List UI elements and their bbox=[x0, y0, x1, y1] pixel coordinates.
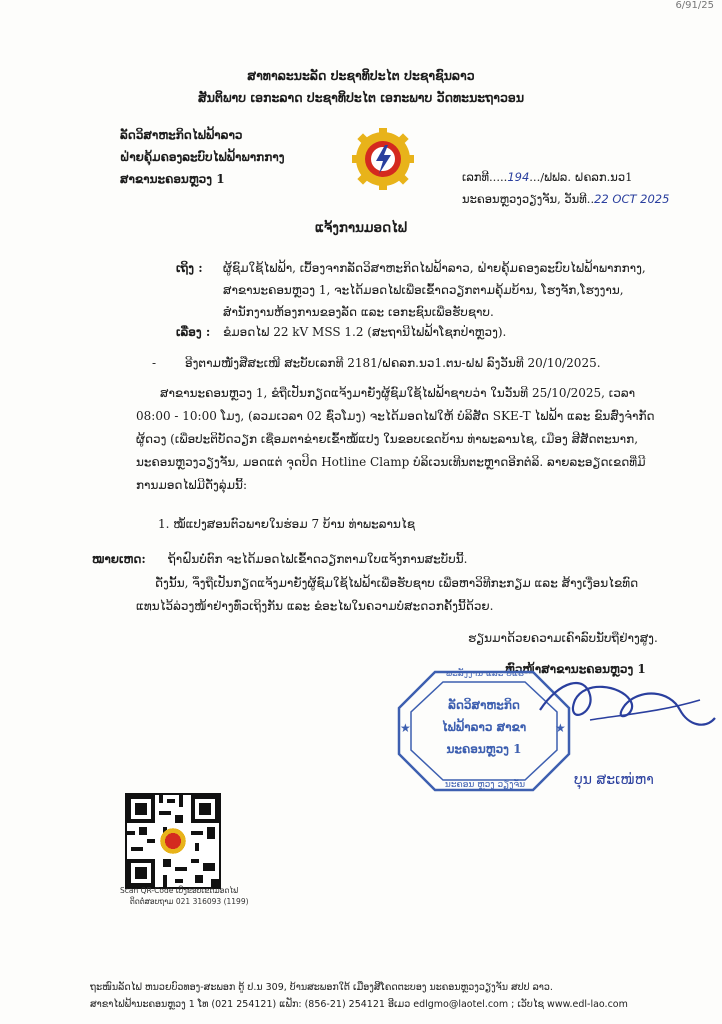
ref-label: ເລກທີ bbox=[462, 170, 490, 184]
signatory-name: ບຸນ ສະເໜ່ຫາ bbox=[574, 772, 654, 788]
qr-caption-1: Scan QR-Code ເບິ່ງຂອບເຂດມອດໄຟ bbox=[120, 886, 239, 895]
to-line3: ສຳນັກງານຫ້ອງການຂອງລັດ ແລະ ເອກະຊົນເພື່ອຮັບຊາບ. bbox=[223, 305, 494, 319]
svg-text:★: ★ bbox=[400, 721, 411, 735]
body-line: 08:00 - 10:00 ໂມງ, (ລວມເວລາ 02 ຊົ່ວໂມງ) ຈະໄດ້ມອດໄຟໃຫ້ ບໍລິສັດ SKE-T ໄຟຟ້າ ແລະ ຂົນສົ່ງຈຳກັດ bbox=[136, 409, 655, 423]
subject-text: ຂໍມອດໄຟ 22 kV MSS 1.2 (ສະຖານີໄຟຟ້າໂຊກປ່າຫຼວງ). bbox=[223, 325, 507, 339]
body-line: ສາຂານະຄອນຫຼວງ 1, ຂໍຖືເປັນກຽດແຈ້ງມາຍັງຜູ້ຊົມໃຊ້ໄຟຟ້າຊາບວ່າ ໃນວັນທີ 25/10/2025, ເວລາ bbox=[160, 386, 636, 400]
ref-suffix: /ຟຟລ. ຝຄລກ.ນວ1 bbox=[540, 170, 633, 184]
qr-code-icon[interactable] bbox=[125, 793, 221, 889]
org-division: ຝ່າຍຄຸ້ມຄອງລະບົບໄຟຟ້າພາກກາງ bbox=[120, 150, 285, 164]
closing-line: ດັ່ງນັ້ນ, ຈຶ່ງຖືເປັນກຽດແຈ້ງມາຍັງຜູ້ຊົມໃຊ້ໄຟຟ້າເພື່ອຮັບຊາບ ເພື່ອຫາວິທີກະກຽມ ແລະ ສ້າງເງື່ອນໄຂທົດ bbox=[155, 576, 639, 590]
to-line2: ສາຂານະຄອນຫຼວງ 1, ຈະໄດ້ມອດໄຟເພື່ອເຂົ້າດວຽກຕາມຄຸ້ມບ້ານ, ໂຮງຈັກ,ໂຮງງານ, bbox=[223, 283, 624, 297]
to-line1: ຜູ້ຊົມໃຊ້ໄຟຟ້າ, ເບື້ອງຈາກລັດວິສາຫະກິດໄຟຟ້າລາວ, ຝ່າຍຄຸ້ມຄອງລະບົບໄຟຟ້າພາກກາງ, bbox=[223, 261, 646, 275]
list-item: 1. ໝໍ້ແປງສອນຕົວພາຍໃນຮ່ອມ 7 ບ້ານ ທ່າພະລານໄຊ bbox=[158, 517, 416, 531]
handwritten-signature bbox=[530, 670, 720, 754]
svg-text:★: ★ bbox=[555, 721, 566, 735]
body-line: ການມອດໄຟມີດັ່ງລຸ່ມນີ້: bbox=[136, 478, 247, 492]
closing-line: ແທນໄວ້ລ່ວງໜ້າຢ່າງທົ່ວເຖິງກັນ ແລະ ຂໍອະໄພໃນຄວາມບໍ່ສະດວກຄັ້ງນີ້ດ້ວຍ. bbox=[136, 599, 494, 613]
subject-label: ເລື່ອງ : bbox=[176, 325, 211, 339]
signatory-title: ຫົວໜ້າສາຂານະຄອນຫຼວງ 1 bbox=[505, 662, 646, 676]
note-text: ຖ້າຝົນບໍ່ຕົກ ຈະໄດ້ມອດໄຟເຂົ້າດວຽກຕາມໃບແຈ້ງການສະບັບນີ້. bbox=[168, 552, 468, 566]
corner-mark: 6/91/25 bbox=[675, 0, 714, 11]
qr-caption-2: ຕິດຕໍ່ສອບຖາມ 021 316093 (1199) bbox=[130, 897, 249, 906]
footer-address: ຖະໜົນລັດໄຟ ຫນວຍບົວທອງ-ສະພອກ ຕູ້ ປ.ນ 309, ບ້ານສະພອກໃຕ້ ເມືອງສີໂຄດຕະບອງ ນະຄອນຫຼວງວຽງຈັນ ສປປ ລາວ. bbox=[90, 982, 553, 993]
edl-logo-icon bbox=[352, 128, 414, 190]
respect-line: ຮຽນມາດ້ວຍຄວາມເຄົາລົບນັບຖືຢ່າງສູງ. bbox=[468, 631, 658, 645]
national-header-line2: ສັນຕິພາບ ເອກະລາດ ປະຊາທິປະໄຕ ເອກະພາບ ວັດທະນະຖາວອນ bbox=[197, 90, 525, 105]
ref-number-line: ເລກທີ.....194.../ຟຟລ. ຝຄລກ.ນວ1 bbox=[462, 170, 633, 184]
footer-contact: ສາຂາໄຟຟ້ານະຄອນຫຼວງ 1 ໂທ (021 254121) ແຟັກ: (856-21) 254121 ອີເມວ edlgmo@laotel.com ; ເວັບໄຊ www.edl-lao.com bbox=[90, 999, 628, 1010]
notice-title: ແຈ້ງການມອດໄຟ bbox=[314, 220, 408, 236]
stamp-top-text: ພະລັງງານ ແລະ ບໍ່ແຮ່ bbox=[445, 669, 525, 679]
org-name: ລັດວິສາຫະກິດໄຟຟ້າລາວ bbox=[120, 128, 243, 142]
issue-date: 22 OCT 2025 bbox=[594, 192, 670, 206]
national-header-line1: ສາທາລະນະລັດ ປະຊາທິປະໄຕ ປະຊາຊົນລາວ bbox=[247, 68, 475, 83]
stamp-text-3: ນະຄອນຫຼວງ 1 bbox=[446, 742, 522, 756]
body-line: ນະຄອນຫຼວງວຽງຈັນ, ມອດແຕ່ ຈຸດປິດ Hotline Clamp ບໍລິເວນເທີນຕະຫຼາດອີກຕໍລິ. ລາຍລະອຽດເຂດທີ່ມີ bbox=[136, 455, 646, 469]
stamp-text-2: ໄຟຟ້າລາວ ສາຂາ bbox=[441, 720, 527, 734]
reference-bullet: - bbox=[152, 356, 157, 370]
reference-text: ອີງຕາມໜັງສືສະເໜີ ສະບັບເລກທີ 2181/ຝຄລກ.ນວ1.ຕນ-ຝຟ ລົງວັນທີ 20/10/2025. bbox=[185, 356, 601, 370]
place-date-label: ນະຄອນຫຼວງວຽງຈັນ, ວັນທີ bbox=[462, 192, 587, 206]
org-branch: ສາຂານະຄອນຫຼວງ 1 bbox=[120, 172, 225, 186]
note-label: ໝາຍເຫດ: bbox=[92, 552, 146, 566]
stamp-bottom-text: ນະຄອນ ຫຼວງ ວຽງຈັນ bbox=[444, 780, 526, 790]
body-line: ຜູ້ດວງ (ເພື່ອປະຕິບັດວຽກ ເຊື່ອມຕາຂ່າຍເຂົ້າໝໍ້ແປງ ໃນຂອບເຂດບ້ານ ທ່າພະລານໄຊ, ເມືອງ ສີສັດຕະນາກ, bbox=[136, 432, 639, 446]
to-label: ເຖິງ : bbox=[176, 261, 203, 275]
ref-number: 194 bbox=[507, 170, 530, 184]
place-date-line: ນະຄອນຫຼວງວຽງຈັນ, ວັນທີ..22 OCT 2025 bbox=[462, 192, 670, 206]
stamp-text-1: ລັດວິສາຫະກິດ bbox=[448, 698, 520, 712]
